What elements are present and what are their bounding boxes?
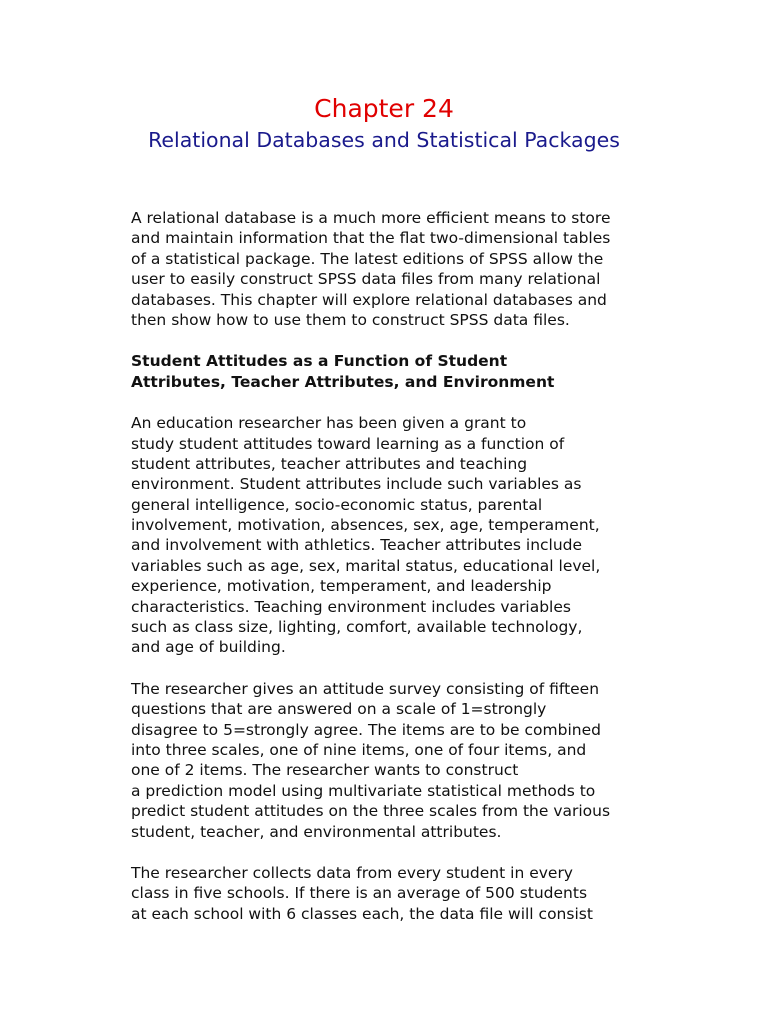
- survey-paragraph: [131, 679, 651, 842]
- text-line: involvement, motivation, absences, sex, age, temperament,: [131, 516, 600, 535]
- text-line: student, teacher, and environmental attributes.: [131, 822, 502, 841]
- text-line: user to easily construct SPSS data files from many relational: [131, 270, 601, 289]
- text-line: disagree to 5=strongly agree. The items are to be combined: [131, 720, 601, 739]
- text-line: and age of building.: [131, 638, 286, 657]
- text-line: A relational database is a much more efficient means to store: [131, 209, 611, 227]
- text-line: predict student attitudes on the three scales from the various: [131, 802, 611, 821]
- text-line: questions that are answered on a scale of 1=strongly: [131, 700, 547, 719]
- heading-line: Student Attitudes as a Function of Student: [131, 352, 508, 371]
- text-line: The researcher collects data from every student in every: [131, 863, 573, 882]
- text-line: experience, motivation, temperament, and leadership: [131, 577, 552, 596]
- text-line: and maintain information that the flat two-dimensional tables: [131, 229, 611, 248]
- text-line: characteristics. Teaching environment includes variables: [131, 597, 571, 616]
- text-line: study student attitudes toward learning as a function of: [131, 434, 565, 453]
- text-line: student attributes, teacher attributes and teaching: [131, 454, 528, 473]
- text-line: of a statistical package. The latest editions of SPSS allow the: [131, 249, 604, 268]
- text-line: class in five schools. If there is an average of 500 students: [131, 884, 588, 903]
- text-line: and involvement with athletics. Teacher attributes include: [131, 536, 583, 555]
- text-line: a prediction model using multivariate statistical methods to: [131, 781, 596, 800]
- chapter-title: Chapter 24: [314, 94, 454, 123]
- section-heading: [131, 351, 651, 392]
- document-body: [131, 208, 651, 945]
- text-line: such as class size, lighting, comfort, available technology,: [131, 618, 583, 637]
- text-line: environment. Student attributes include such variables as: [131, 475, 582, 494]
- text-line: An education researcher has been given a grant to: [131, 414, 527, 433]
- text-line: one of 2 items. The researcher wants to construct: [131, 761, 519, 780]
- heading-line: Attributes, Teacher Attributes, and Environment: [131, 372, 555, 391]
- text-line: databases. This chapter will explore relational databases and: [131, 290, 607, 309]
- text-line: variables such as age, sex, marital status, educational level,: [131, 556, 601, 575]
- intro-paragraph: [131, 208, 651, 330]
- text-line: into three scales, one of nine items, one of four items, and: [131, 740, 587, 759]
- text-line: general intelligence, socio-economic status, parental: [131, 495, 543, 514]
- text-line: at each school with 6 classes each, the data file will consist: [131, 904, 593, 923]
- text-line: then show how to use them to construct SPSS data files.: [131, 310, 570, 329]
- chapter-subtitle: Relational Databases and Statistical Packages: [148, 128, 620, 152]
- research-grant-paragraph: [131, 413, 651, 658]
- text-line: The researcher gives an attitude survey consisting of fifteen: [131, 679, 600, 698]
- data-collection-paragraph: [131, 863, 651, 924]
